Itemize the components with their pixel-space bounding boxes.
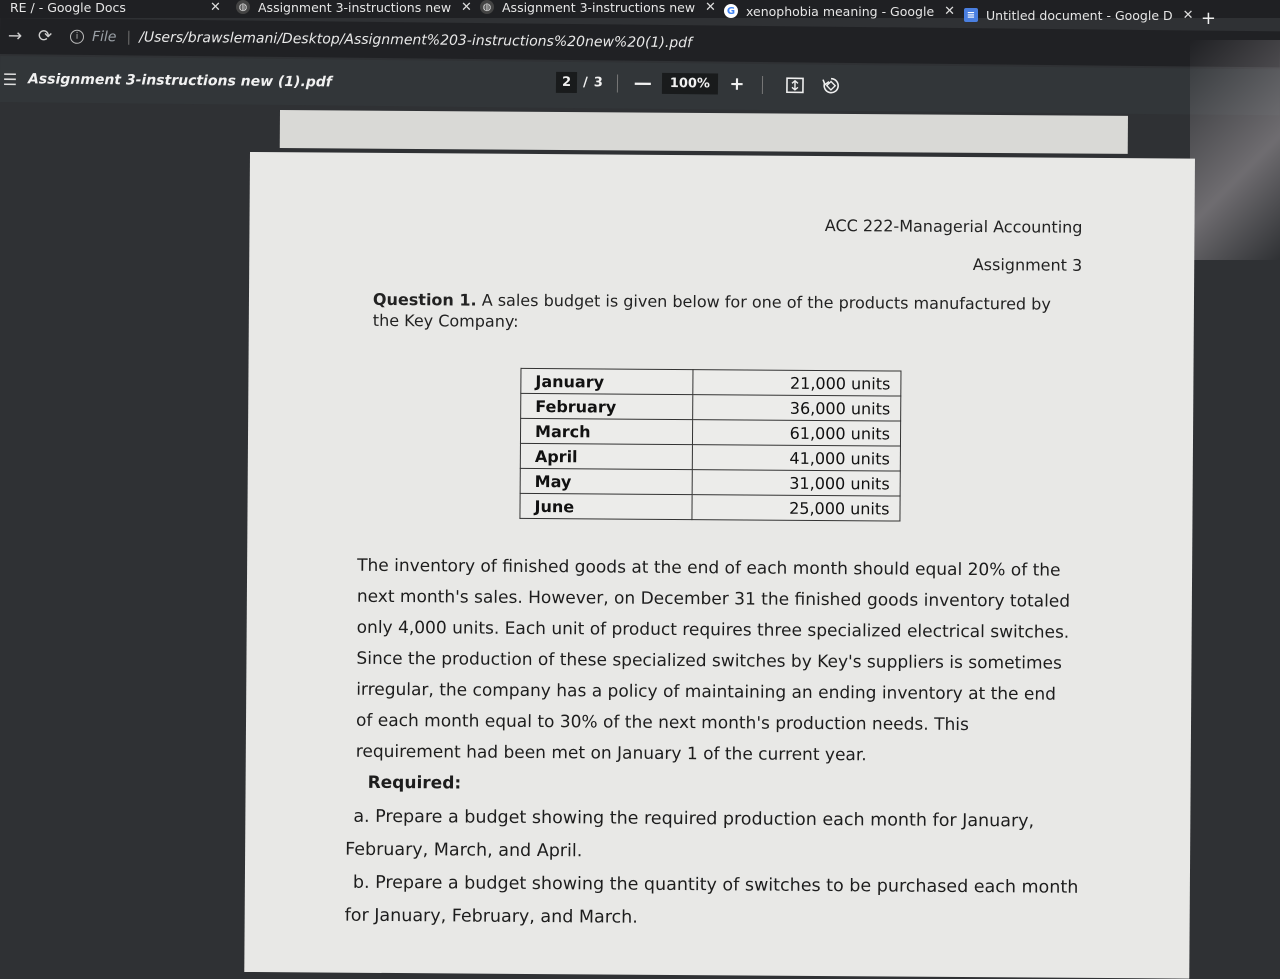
instructions-paragraph: The inventory of finished goods at the end of each month should equal 20% of the next month's sales. However, on December 31 the finished goods inventory totaled only 4,000 units. Each unit of product requires three specialized electrical switches. Since the production of these specialized switches by Key's suppliers is sometimes irregular, the company has a policy of maintaining an ending inventory at the end of each month equal to 30% of the next month's production needs. This requirement had been met on January 1 of the current year. [355, 555, 1071, 766]
month-cell: February [521, 393, 693, 419]
zoom-level-input[interactable]: 100% [662, 73, 718, 95]
page-number-input[interactable]: 2 [556, 72, 577, 93]
address-bar[interactable] [70, 23, 692, 58]
total-pages: 3 [593, 75, 603, 91]
close-icon[interactable]: ✕ [705, 0, 716, 15]
units-cell: 36,000 units [693, 395, 901, 421]
tab-google-docs[interactable] [10, 0, 130, 18]
requirement-b [345, 867, 1085, 938]
reload-icon[interactable]: ⟳ [37, 26, 53, 47]
table-row [520, 493, 900, 521]
toolbar-divider [617, 74, 618, 92]
question-prompt [373, 289, 1073, 336]
screen-reflection [1190, 40, 1280, 260]
new-tab-button[interactable]: + [1200, 8, 1216, 29]
requirement-a [345, 801, 1085, 872]
units-cell: 25,000 units [692, 495, 900, 521]
google-icon: G [724, 4, 738, 18]
forward-icon[interactable]: → [7, 26, 23, 47]
fit-page-icon[interactable] [785, 75, 805, 95]
close-icon[interactable]: ✕ [461, 0, 472, 15]
requirement-text: b. Prepare a budget showing the quantity of switches to be purchased each month for January, February, and March. [344, 872, 1079, 928]
table-row [520, 468, 900, 496]
tab-assignment-active[interactable] [480, 0, 716, 18]
zoom-in-button[interactable]: + [729, 73, 745, 95]
course-title: ACC 222-Managerial Accounting [824, 216, 1083, 237]
required-heading: Required: [367, 772, 462, 794]
tab-untitled-document[interactable] [964, 4, 1194, 26]
docs-icon: ≡ [964, 8, 978, 22]
tab-title: Untitled document - Google D [986, 7, 1173, 23]
pdf-page [244, 152, 1195, 979]
menu-icon[interactable]: ☰ [2, 69, 18, 89]
globe-icon: ◍ [236, 0, 250, 14]
close-icon: ✕ [210, 0, 221, 15]
month-cell: March [520, 418, 692, 444]
tab-title: xenophobia meaning - Google [746, 3, 935, 19]
globe-icon: ◍ [480, 0, 494, 14]
pdf-controls [556, 72, 849, 96]
toolbar-divider [762, 75, 763, 93]
units-cell: 61,000 units [692, 420, 900, 446]
month-cell: January [521, 368, 693, 394]
tab-assignment-1[interactable] [236, 0, 472, 18]
assignment-title: Assignment 3 [972, 255, 1083, 275]
previous-page-edge [280, 110, 1128, 154]
units-cell: 41,000 units [692, 445, 900, 471]
month-cell: May [520, 468, 692, 494]
address-url[interactable]: /Users/brawslemani/Desktop/Assignment%203-instructions%20new%20(1).pdf [139, 29, 693, 52]
tab-title: Assignment 3-instructions new [502, 0, 696, 15]
rotate-icon[interactable] [821, 75, 841, 95]
tab-xenophobia[interactable] [724, 0, 956, 22]
month-cell: June [520, 493, 692, 519]
page-separator: / [582, 75, 588, 91]
table-row [521, 393, 901, 421]
table-row [521, 368, 901, 396]
question-label: Question 1. [372, 289, 477, 310]
close-icon[interactable]: ✕ [1182, 7, 1194, 23]
table-row [520, 418, 900, 446]
tab-title: Assignment 3-instructions new [258, 0, 452, 15]
close-icon[interactable]: ✕ [944, 3, 956, 19]
month-cell: April [520, 443, 692, 469]
table-row [520, 443, 900, 471]
tab-strip [0, 0, 1280, 23]
pdf-file-title: Assignment 3-instructions new (1).pdf [27, 71, 333, 91]
zoom-out-button[interactable]: — [633, 72, 652, 94]
question-text: A sales budget is given below for one of the products manufactured by the Key Company: [372, 290, 1051, 331]
requirement-text: a. Prepare a budget showing the required production each month for January, February, March, and April. [345, 806, 1035, 862]
tab-close-button[interactable] [200, 0, 221, 18]
tab-title: RE / - Google Docs [10, 0, 126, 15]
units-cell: 31,000 units [692, 470, 900, 496]
sales-budget-table [519, 368, 901, 522]
address-separator: | [126, 29, 132, 46]
units-cell: 21,000 units [693, 370, 901, 396]
address-scheme: File [91, 28, 117, 46]
info-icon[interactable]: i [70, 30, 84, 44]
